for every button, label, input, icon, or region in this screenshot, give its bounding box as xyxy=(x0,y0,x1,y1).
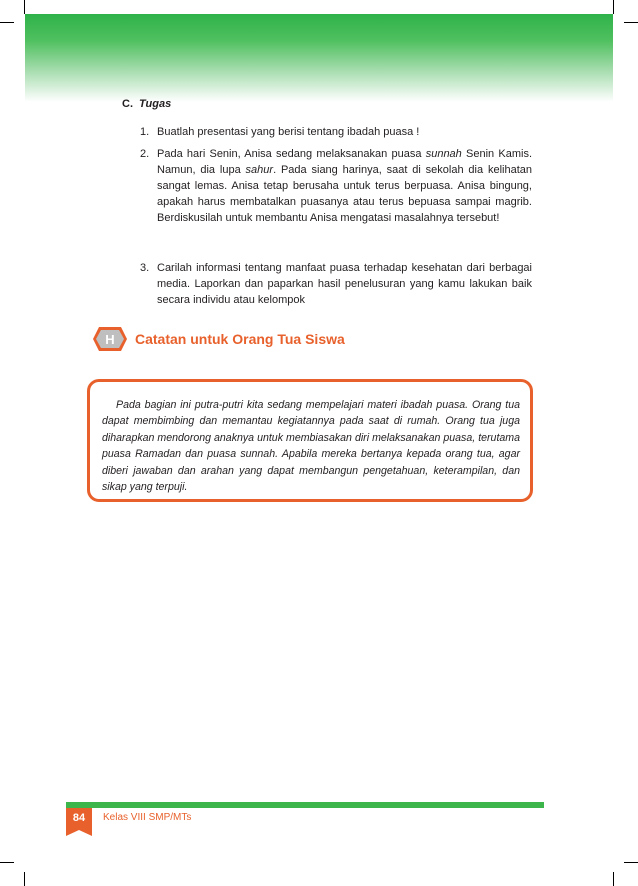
task-text-italic: sahur xyxy=(245,164,274,176)
crop-mark xyxy=(24,0,25,14)
task-item xyxy=(140,124,532,140)
section-h-badge xyxy=(93,327,127,351)
footer-text: Kelas VIII SMP/MTs xyxy=(103,812,192,823)
section-letter: H xyxy=(105,332,115,347)
crop-mark xyxy=(613,872,614,886)
section-title: Catatan untuk Orang Tua Siswa xyxy=(135,331,345,347)
task-text-part: . Pada siang harinya, saat di sekolah dia kelihatan sangat lemas. Anisa tetap berusaha untuk terus berpuasa. Anisa bingung, apakah harus membatalkan puasanya atau terus bepuasa sampai magrib. Berdiskusilah untuk membantu Anisa mengatasi masalahnya tersebut! xyxy=(157,164,532,224)
crop-mark xyxy=(0,22,14,23)
page-number: 84 xyxy=(72,812,86,824)
task-item xyxy=(140,146,532,226)
task-text: Carilah informasi tentang manfaat puasa terhadap kesehatan dari berbagai media. Laporkan dan paparkan hasil penelusuran yang kamu lakukan baik secara individu atau kelompok xyxy=(157,262,532,306)
task-number: 3. xyxy=(140,262,150,274)
task-number: 1. xyxy=(140,126,150,138)
parent-note-text: Pada bagian ini putra-putri kita sedang mempelajari materi ibadah puasa. Orang tua dapat membimbing dan memantau kegiatannya pada saat di rumah. Orang tua juga diharapkan mendorong anaknya untuk membiasakan diri melaksanakan puasa, terutama puasa Ramadan dan puasa sunnah. Apabila mereka bertanya kepada orang tua, agar diberi jawaban dan arahan yang dapat membangun pengetahuan, keterampilan, dan sikap yang terpuji. xyxy=(102,399,520,494)
task-text-part: Senin Kamis. Namun, dia lupa xyxy=(157,148,532,176)
task-item xyxy=(140,260,532,308)
section-heading-c xyxy=(122,98,171,110)
section-letter: C. xyxy=(122,98,133,110)
crop-mark xyxy=(613,0,614,14)
task-text xyxy=(157,146,532,226)
crop-mark xyxy=(0,862,14,863)
crop-mark xyxy=(624,862,638,863)
crop-mark xyxy=(24,872,25,886)
footer-rule xyxy=(66,802,544,808)
crop-mark xyxy=(624,22,638,23)
section-title: Tugas xyxy=(139,98,172,110)
task-number: 2. xyxy=(140,148,150,160)
task-text: Buatlah presentasi yang berisi tentang ibadah puasa ! xyxy=(157,126,420,138)
task-text-italic: sunnah xyxy=(425,148,462,160)
task-text-part: Pada hari Senin, Anisa sedang melaksanakan puasa xyxy=(157,148,426,160)
parent-note-box xyxy=(87,379,533,502)
header-band xyxy=(25,14,613,102)
